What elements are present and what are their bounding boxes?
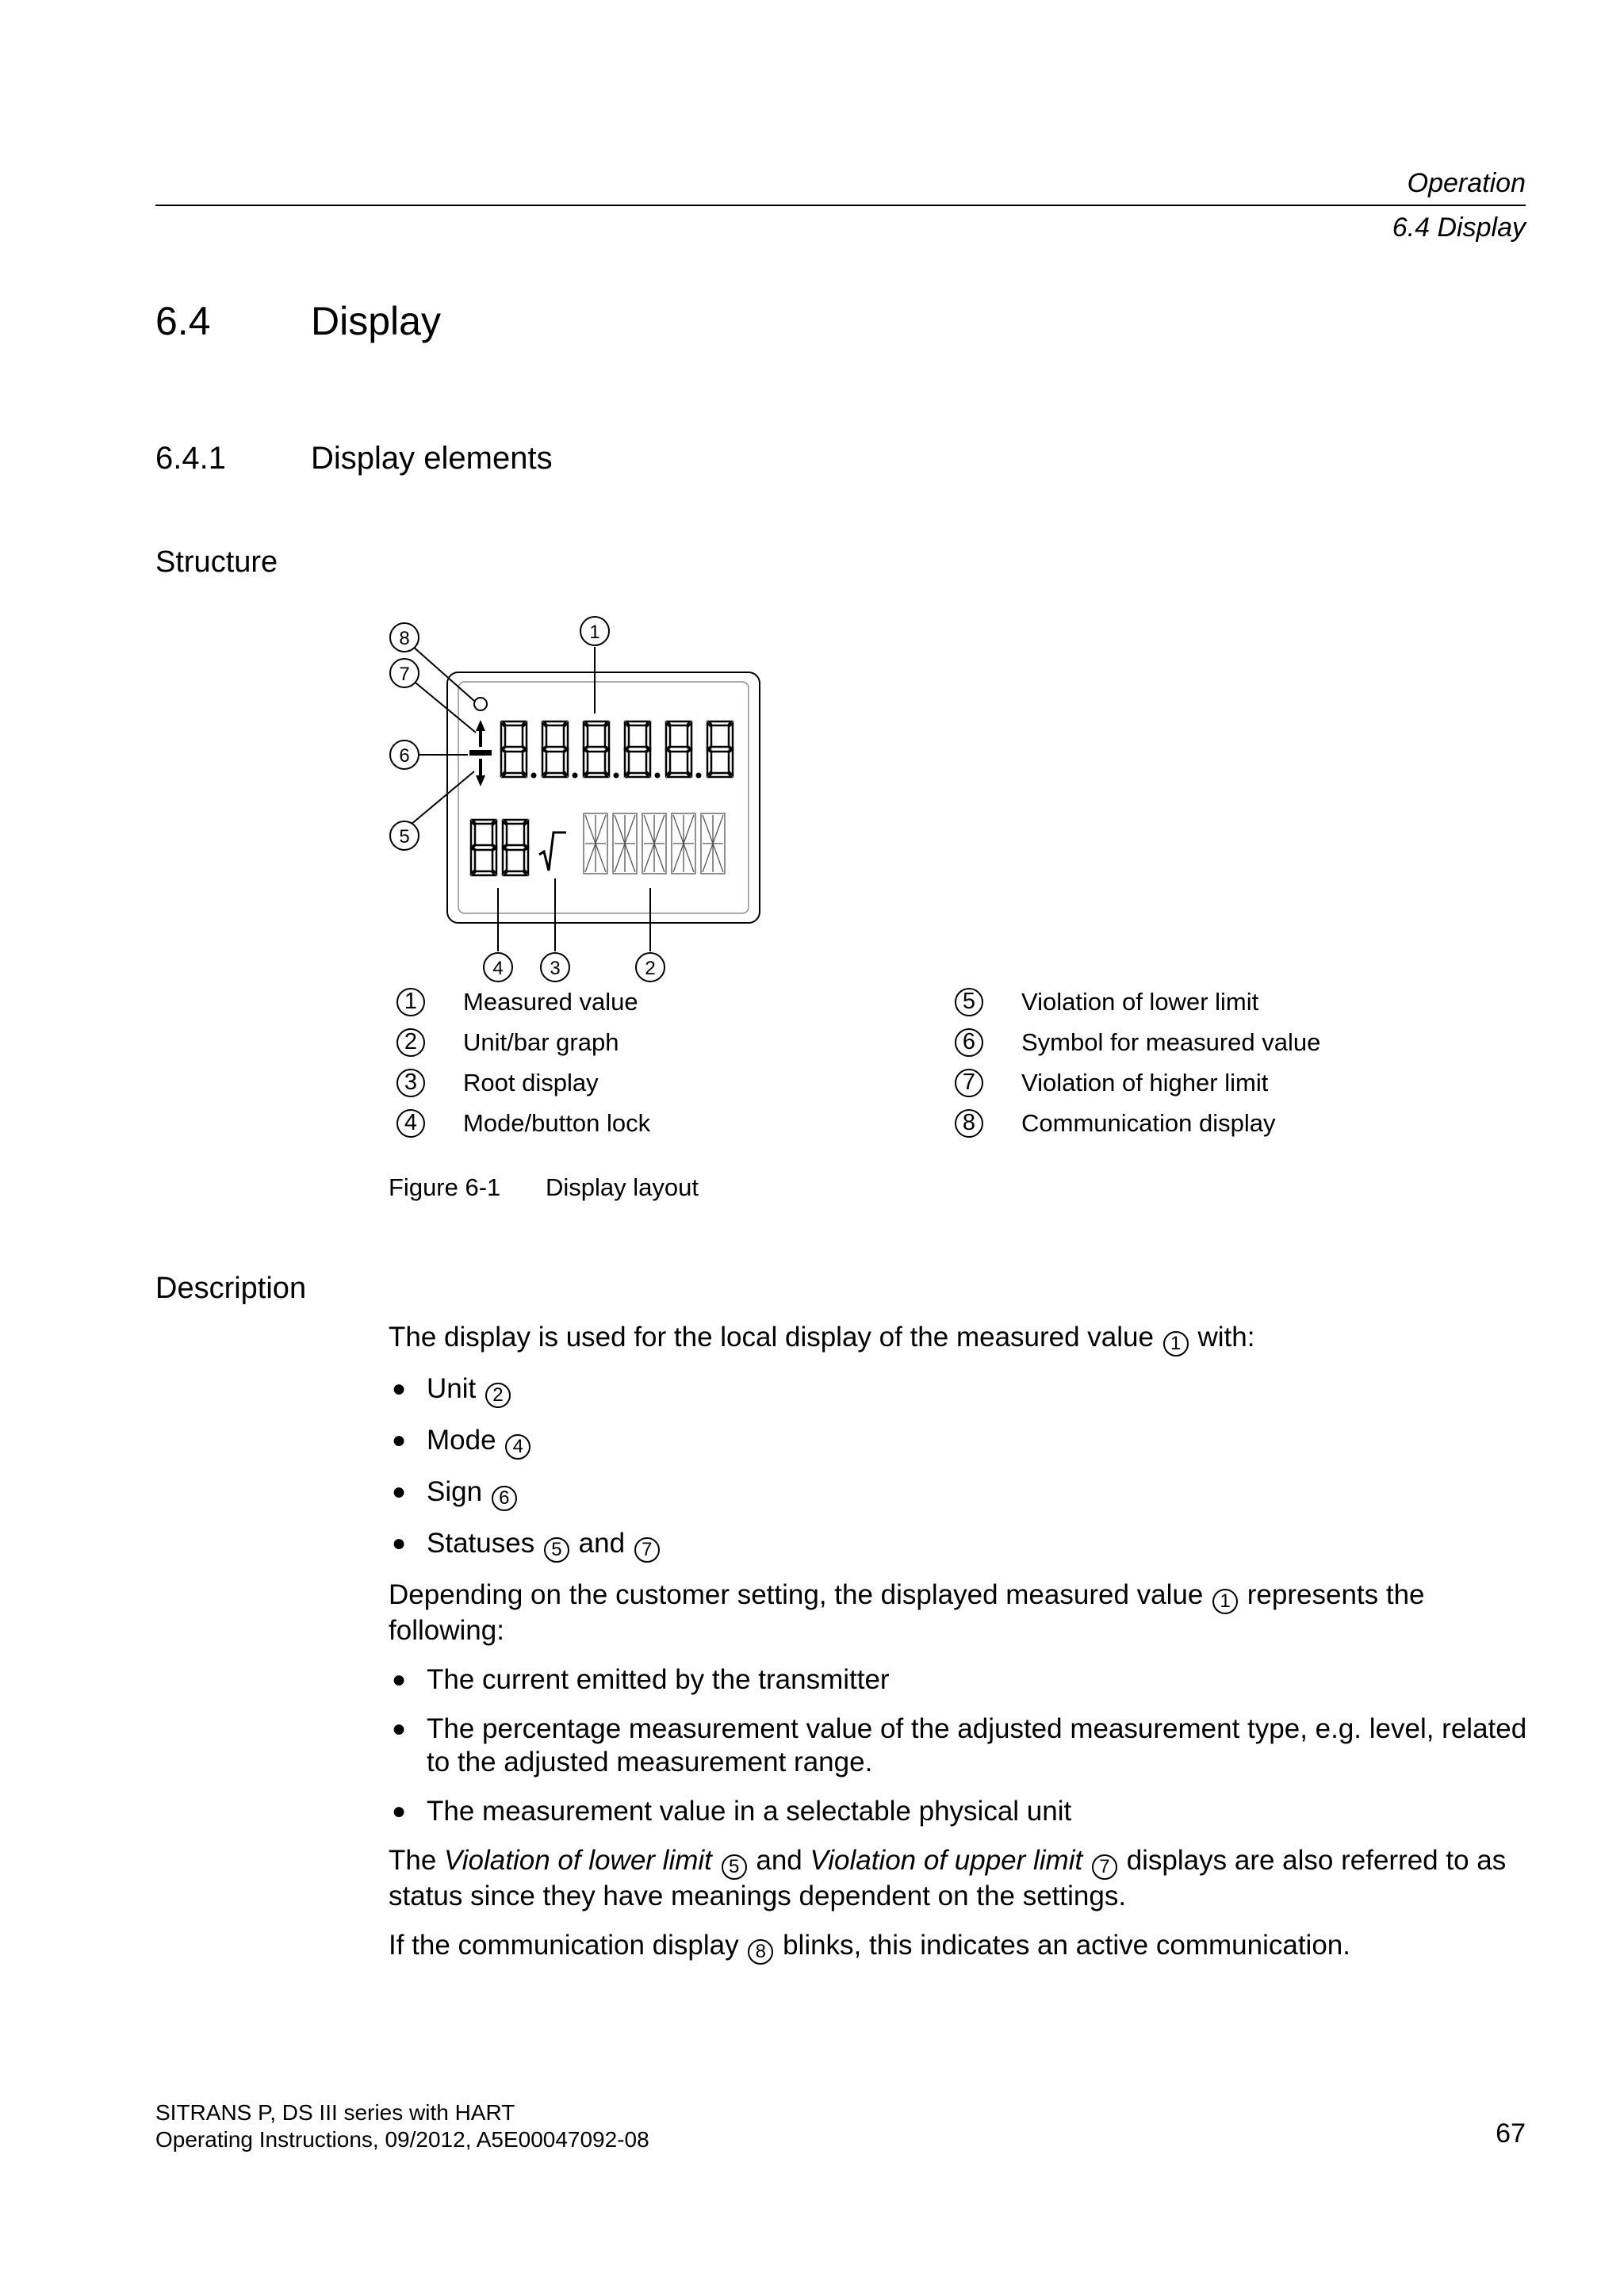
ref-circle: 7 <box>1092 1854 1117 1880</box>
header-section: 6.4 Display <box>1392 212 1526 243</box>
legend-label: Unit/bar graph <box>463 1027 619 1056</box>
list-item: ● Unit 2 <box>389 1372 1530 1408</box>
communication-indicator <box>474 698 487 710</box>
sign-symbol <box>469 750 492 756</box>
header-rule <box>155 205 1526 206</box>
callout-6-label: 6 <box>399 745 410 767</box>
ref-circle: 7 <box>634 1537 660 1563</box>
list-item: ● Mode 4 <box>389 1424 1530 1460</box>
legend-item <box>955 982 1320 1022</box>
callout-2 <box>636 953 665 982</box>
legend-item <box>396 982 650 1022</box>
legend-item <box>396 1103 650 1143</box>
legend-number: 1 <box>396 988 425 1016</box>
legend-item <box>955 1062 1320 1103</box>
ref-circle: 2 <box>485 1383 511 1408</box>
legend-left <box>396 982 650 1143</box>
list-item: ● The current emitted by the transmitter <box>392 1664 890 1695</box>
legend-number: 4 <box>396 1109 425 1138</box>
ref-circle: 4 <box>505 1434 530 1460</box>
callout-7 <box>390 659 419 687</box>
unit-bar-graph <box>584 813 725 874</box>
ref-circle: 6 <box>492 1486 517 1511</box>
legend-label: Mode/button lock <box>463 1108 651 1137</box>
callout-6 <box>390 740 419 769</box>
footer-text <box>155 2099 649 2153</box>
legend-label: Measured value <box>463 987 638 1016</box>
legend-number: 5 <box>955 988 983 1016</box>
legend-item <box>955 1103 1320 1143</box>
footer-line-1: SITRANS P, DS III series with HART <box>155 2100 515 2125</box>
section-title: Display <box>311 299 441 343</box>
page-number: 67 <box>1496 2118 1526 2149</box>
callout-4-label: 4 <box>492 958 504 979</box>
display-layout-figure <box>381 603 793 999</box>
list-item: ● The measurement value in a selectable physical unit <box>392 1796 1072 1827</box>
list-item: ● Statuses 5 and 7 <box>389 1527 1530 1563</box>
root-symbol <box>539 832 566 871</box>
header-chapter: Operation <box>1407 168 1526 198</box>
legend-label: Violation of higher limit <box>1021 1068 1269 1096</box>
legend-number: 2 <box>396 1028 425 1057</box>
figure-caption-number: Figure 6-1 <box>389 1173 501 1201</box>
description-body <box>389 1321 1530 1980</box>
callout-2-label: 2 <box>645 958 656 979</box>
lower-limit-arrow <box>476 759 485 786</box>
callout-5-label: 5 <box>399 826 410 848</box>
figure-caption-title: Display layout <box>546 1173 699 1201</box>
display-frame <box>447 672 760 923</box>
ref-circle: 5 <box>544 1537 569 1563</box>
callout-7-label: 7 <box>399 664 410 685</box>
description-heading: Description <box>155 1272 307 1305</box>
ref-circle: 1 <box>1163 1331 1189 1357</box>
depending-paragraph: Depending on the customer setting, the displayed measured value 1 represents the following: <box>389 1579 1425 1646</box>
callout-8-label: 8 <box>399 628 410 649</box>
list-item: ● The percentage measurement value of the adjusted measurement type, e.g. level, related to the adjusted measurement range. <box>392 1713 1527 1777</box>
higher-limit-arrow <box>476 720 485 747</box>
measured-value-digits <box>501 721 733 779</box>
legend-item <box>396 1062 650 1103</box>
callout-1 <box>580 617 609 645</box>
ref-circle: 8 <box>748 1939 773 1965</box>
subsection-number: 6.4.1 <box>155 441 226 476</box>
legend-right <box>955 982 1320 1143</box>
ref-circle: 1 <box>1212 1589 1238 1614</box>
callout-1-label: 1 <box>589 622 600 643</box>
callout-8 <box>390 623 419 652</box>
callout-5 <box>390 821 419 850</box>
callout-4 <box>484 953 512 982</box>
callout-3-label: 3 <box>550 958 561 979</box>
communication-paragraph: If the communication display 8 blinks, this indicates an active communication. <box>389 1929 1530 1965</box>
list-item: ● Sign 6 <box>389 1475 1530 1511</box>
violation-paragraph: The Violation of lower limit 5 and Violation of upper limit 7 displays are also referred to as status since they have meanings dependent on the settings. <box>389 1845 1507 1911</box>
section-number: 6.4 <box>155 299 211 343</box>
structure-heading: Structure <box>155 545 278 579</box>
legend-label: Violation of lower limit <box>1021 987 1259 1016</box>
legend-item <box>396 1022 650 1062</box>
intro-paragraph: The display is used for the local display of the measured value 1 with: <box>389 1321 1530 1357</box>
legend-number: 8 <box>955 1109 983 1138</box>
legend-label: Symbol for measured value <box>1021 1027 1321 1056</box>
callout-3 <box>541 953 569 982</box>
legend-item <box>955 1022 1320 1062</box>
ref-circle: 5 <box>722 1854 747 1880</box>
subsection-title: Display elements <box>311 441 553 476</box>
footer-line-2: Operating Instructions, 09/2012, A5E00047092-08 <box>155 2127 649 2152</box>
legend-number: 7 <box>955 1069 983 1097</box>
mode-digits <box>471 820 528 875</box>
legend-label: Communication display <box>1021 1108 1276 1137</box>
legend-label: Root display <box>463 1068 599 1096</box>
legend-number: 6 <box>955 1028 983 1057</box>
legend-number: 3 <box>396 1069 425 1097</box>
